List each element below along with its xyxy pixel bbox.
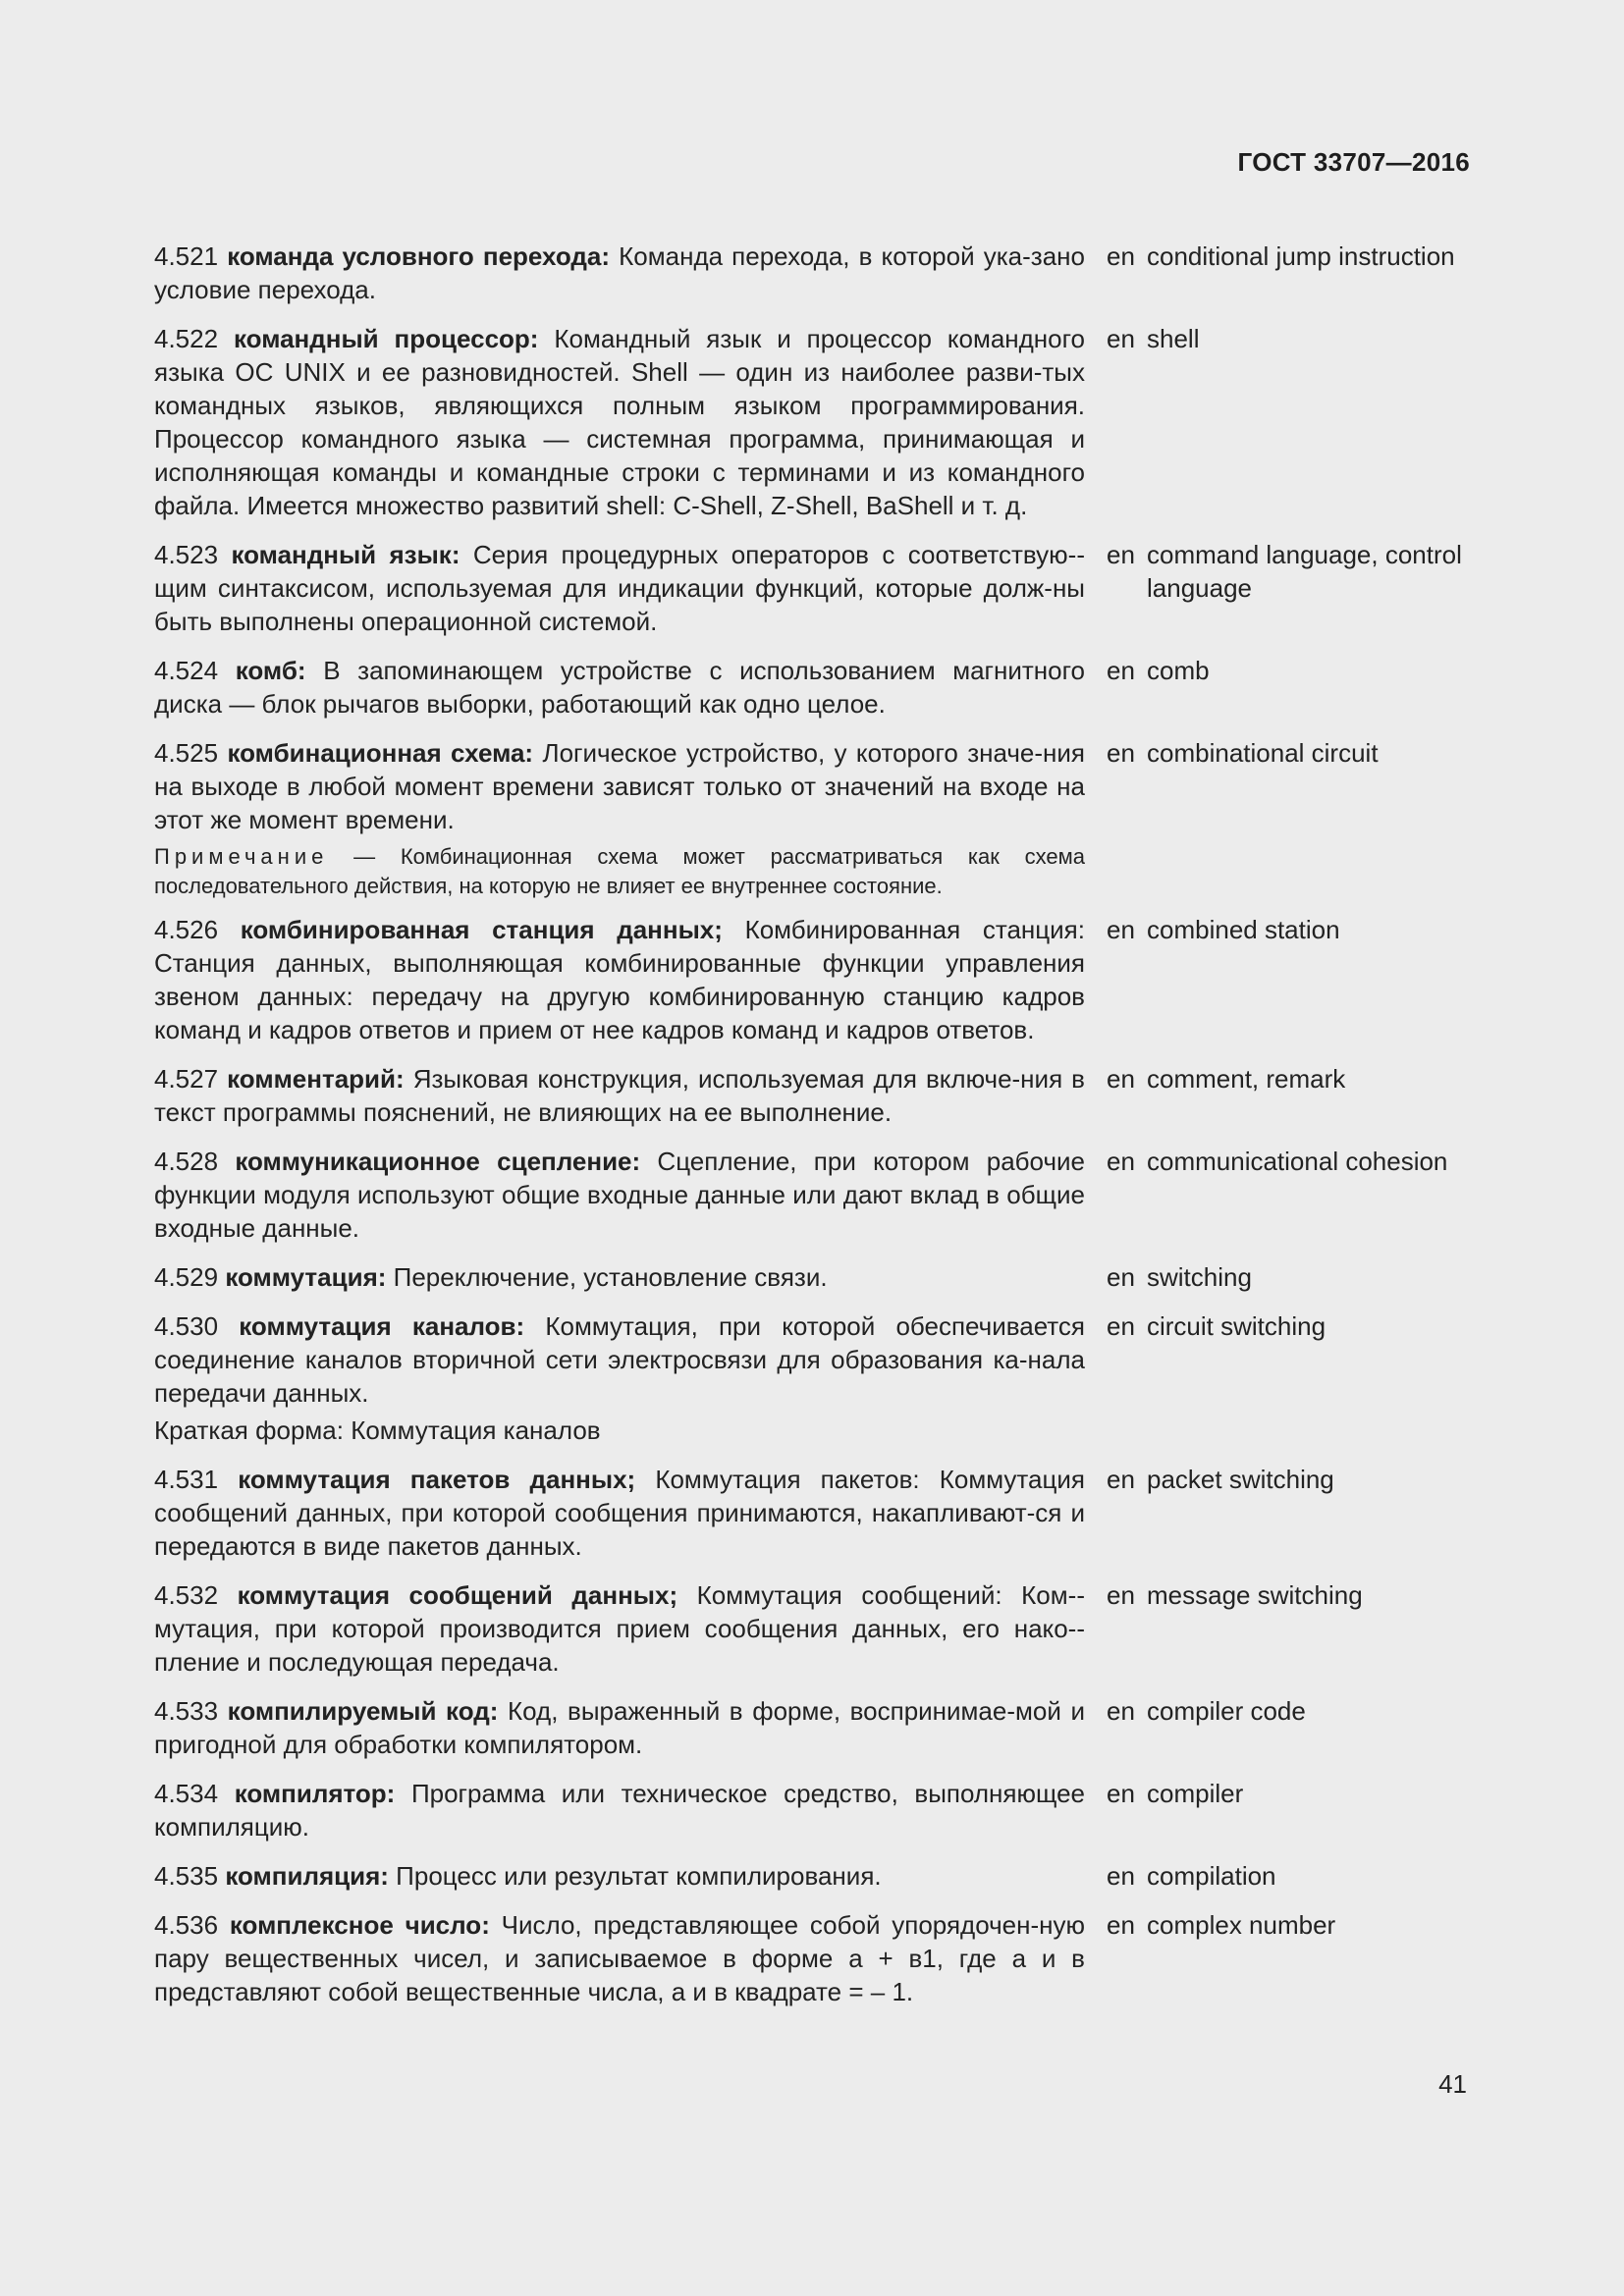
term-entry-4-521 — [154, 240, 1470, 306]
term-name: комментарий: — [227, 1064, 405, 1094]
entry-number: 4.530 — [154, 1311, 219, 1341]
term-name: компилируемый код: — [227, 1696, 499, 1726]
definition-text: Переключение, установление связи. — [393, 1262, 828, 1292]
language-code: en — [1107, 1311, 1135, 1341]
note-text: — Комбинационная схема может рассматриваться как схема последовательного действия, на которую не влияет ее внутреннее состояние. — [154, 844, 1085, 898]
entry-number: 4.536 — [154, 1910, 219, 1940]
english-equivalent: comb — [1147, 656, 1210, 685]
page-number: 41 — [1438, 2069, 1467, 2099]
definition — [154, 1260, 1085, 1294]
definition-text: Команда перехода, в которой ука-зано условие перехода. — [154, 241, 1085, 304]
definition-text: В запоминающем устройстве с использованием магнитного диска — блок рычагов выборки, работающий как одно целое. — [154, 656, 1085, 719]
term-entry-4-523 — [154, 538, 1470, 638]
language-code: en — [1107, 241, 1135, 271]
definition-text: Языковая конструкция, используемая для включе-ния в текст программы пояснений, не влияющих на ее выполнение. — [154, 1064, 1085, 1127]
english-equivalent: shell — [1147, 324, 1200, 353]
english-equivalent: switching — [1147, 1262, 1252, 1292]
definition-text: Серия процедурных операторов с соответствую-щим синтаксисом, используемая для индикации функций, которые долж-ны быть выполнены операционной системой. — [154, 540, 1085, 636]
language-code: en — [1107, 1696, 1135, 1726]
short-form-4-530: Краткая форма: Коммутация каналов — [154, 1415, 601, 1445]
term-name: комплексное число: — [229, 1910, 490, 1940]
language-code: en — [1107, 1262, 1135, 1292]
term-name: командный язык: — [231, 540, 460, 569]
definition — [154, 1463, 1085, 1563]
term-name: комбинированная станция данных; — [240, 915, 723, 944]
entry-number: 4.526 — [154, 915, 219, 944]
entry-number: 4.521 — [154, 241, 219, 271]
english-equivalent: conditional jump instruction — [1147, 241, 1455, 271]
english-equivalent: combinational circuit — [1147, 738, 1379, 768]
definition — [154, 1145, 1085, 1245]
term-name: комб: — [235, 656, 306, 685]
definition-text: Логическое устройство, у которого значе-ния на выходе в любой момент времени зависят только от значений на входе на этот же момент времени. — [154, 738, 1086, 834]
entry-number: 4.529 — [154, 1262, 219, 1292]
definition-text: Коммутация сообщений: Ком-мутация, при которой производится прием сообщения данных, его нако-пление и последующая передача. — [154, 1580, 1085, 1677]
definition-text: Процесс или результат компилирования. — [396, 1861, 882, 1891]
definition-text: Комбинированная станция: Станция данных, выполняющая комбинированные функции управления звеном данных: передачу на другую комбинированную станцию кадров команд и кадров ответов и прием от нее кадров команд и кадров ответов. — [154, 915, 1085, 1044]
term-name: коммуникационное сцепление: — [235, 1147, 641, 1176]
definition-text: Коммутация, при которой обеспечивается соединение каналов вторичной сети электросвязи для образования ка-нала передачи данных. — [154, 1311, 1085, 1408]
term-name: коммутация: — [225, 1262, 387, 1292]
term-name: коммутация каналов: — [239, 1311, 525, 1341]
definition — [154, 654, 1085, 721]
term-entry-4-528 — [154, 1145, 1470, 1245]
definition — [154, 1859, 1085, 1893]
entry-number: 4.535 — [154, 1861, 219, 1891]
note-4-525 — [154, 842, 1085, 901]
entry-number: 4.534 — [154, 1779, 219, 1808]
language-code: en — [1107, 1779, 1135, 1808]
definition — [154, 1062, 1085, 1129]
term-entry-4-534 — [154, 1777, 1470, 1843]
term-entry-4-527 — [154, 1062, 1470, 1129]
entry-number: 4.525 — [154, 738, 219, 768]
english-equivalent: combined station — [1147, 915, 1340, 944]
definition — [154, 240, 1085, 306]
definition — [154, 1694, 1085, 1761]
term-name: комбинационная схема: — [227, 738, 534, 768]
definition — [154, 322, 1085, 522]
language-code: en — [1107, 1465, 1135, 1494]
definition — [154, 913, 1085, 1046]
term-name: компилятор: — [234, 1779, 396, 1808]
term-name: коммутация сообщений данных; — [237, 1580, 678, 1610]
term-name: команда условного перехода: — [227, 241, 611, 271]
entry-number: 4.524 — [154, 656, 219, 685]
language-code: en — [1107, 915, 1135, 944]
term-entry-4-536 — [154, 1908, 1470, 2008]
language-code: en — [1107, 656, 1135, 685]
language-code: en — [1107, 540, 1135, 569]
term-entry-4-530 — [154, 1309, 1470, 1410]
language-code: en — [1107, 1147, 1135, 1176]
entry-number: 4.531 — [154, 1465, 219, 1494]
document-header: ГОСТ 33707—2016 — [1237, 147, 1470, 177]
term-entry-4-531 — [154, 1463, 1470, 1563]
language-code: en — [1107, 1910, 1135, 1940]
definition — [154, 1578, 1085, 1679]
definition-text: Число, представляющее собой упорядочен-ную пару вещественных чисел, и записываемое в форме а + в1, где а и в представляют собой вещественные числа, а и в квадрате = – 1. — [154, 1910, 1085, 2006]
definition — [154, 1309, 1085, 1410]
term-entry-4-524 — [154, 654, 1470, 721]
definition-text: Коммутация пакетов: Коммутация сообщений данных, при которой сообщения принимаются, накапливают-ся и передаются в виде пакетов данных. — [154, 1465, 1085, 1561]
term-entry-4-529 — [154, 1260, 1470, 1294]
definition-text: Командный язык и процессор командного языка ОС UNIX и ее разновидностей. Shell — один из наиболее разви-тых командных языков, являющихся полным языком программирования. Процессор командного языка — системная программа, принимающая и исполняющая команды и командные строки с терминами и из командного файла. Имеется множество развитий shell: C-Shell, Z-Shell, BaShell и т. д. — [154, 324, 1086, 520]
english-equivalent: comment, remark — [1147, 1064, 1346, 1094]
entry-number: 4.522 — [154, 324, 219, 353]
term-name: командный процессор: — [233, 324, 539, 353]
english-equivalent: circuit switching — [1147, 1311, 1326, 1341]
language-code: en — [1107, 1861, 1135, 1891]
english-equivalent: compiler code — [1147, 1696, 1306, 1726]
language-code: en — [1107, 1580, 1135, 1610]
english-equivalent: complex number — [1147, 1910, 1336, 1940]
term-entry-4-532 — [154, 1578, 1470, 1679]
language-code: en — [1107, 738, 1135, 768]
english-equivalent: command language, control language — [1147, 540, 1462, 603]
definition — [154, 538, 1085, 638]
english-equivalent: compilation — [1147, 1861, 1276, 1891]
term-entry-4-525 — [154, 736, 1470, 836]
language-code: en — [1107, 324, 1135, 353]
definition — [154, 1908, 1085, 2008]
term-name: компиляция: — [225, 1861, 389, 1891]
entry-number: 4.533 — [154, 1696, 219, 1726]
entry-number: 4.523 — [154, 540, 219, 569]
definition — [154, 736, 1085, 836]
english-equivalent: compiler — [1147, 1779, 1244, 1808]
definition-text: Сцепление, при котором рабочие функции модуля используют общие входные данные или дают вклад в общие входные данные. — [154, 1147, 1085, 1243]
english-equivalent: packet switching — [1147, 1465, 1334, 1494]
term-entry-4-526 — [154, 913, 1470, 1046]
term-entry-4-522 — [154, 322, 1470, 522]
entry-number: 4.527 — [154, 1064, 219, 1094]
note-label: Примечание — [154, 844, 329, 869]
terms-list — [154, 240, 1470, 2024]
definition-text: Программа или техническое средство, выполняющее компиляцию. — [154, 1779, 1085, 1842]
entry-number: 4.532 — [154, 1580, 219, 1610]
english-equivalent: message switching — [1147, 1580, 1363, 1610]
definition — [154, 1777, 1085, 1843]
term-entry-4-535 — [154, 1859, 1470, 1893]
entry-number: 4.528 — [154, 1147, 219, 1176]
definition-text: Код, выраженный в форме, воспринимае-мой и пригодной для обработки компилятором. — [154, 1696, 1085, 1759]
english-equivalent: communicational cohesion — [1147, 1147, 1448, 1176]
language-code: en — [1107, 1064, 1135, 1094]
term-entry-4-533 — [154, 1694, 1470, 1761]
term-name: коммутация пакетов данных; — [238, 1465, 636, 1494]
